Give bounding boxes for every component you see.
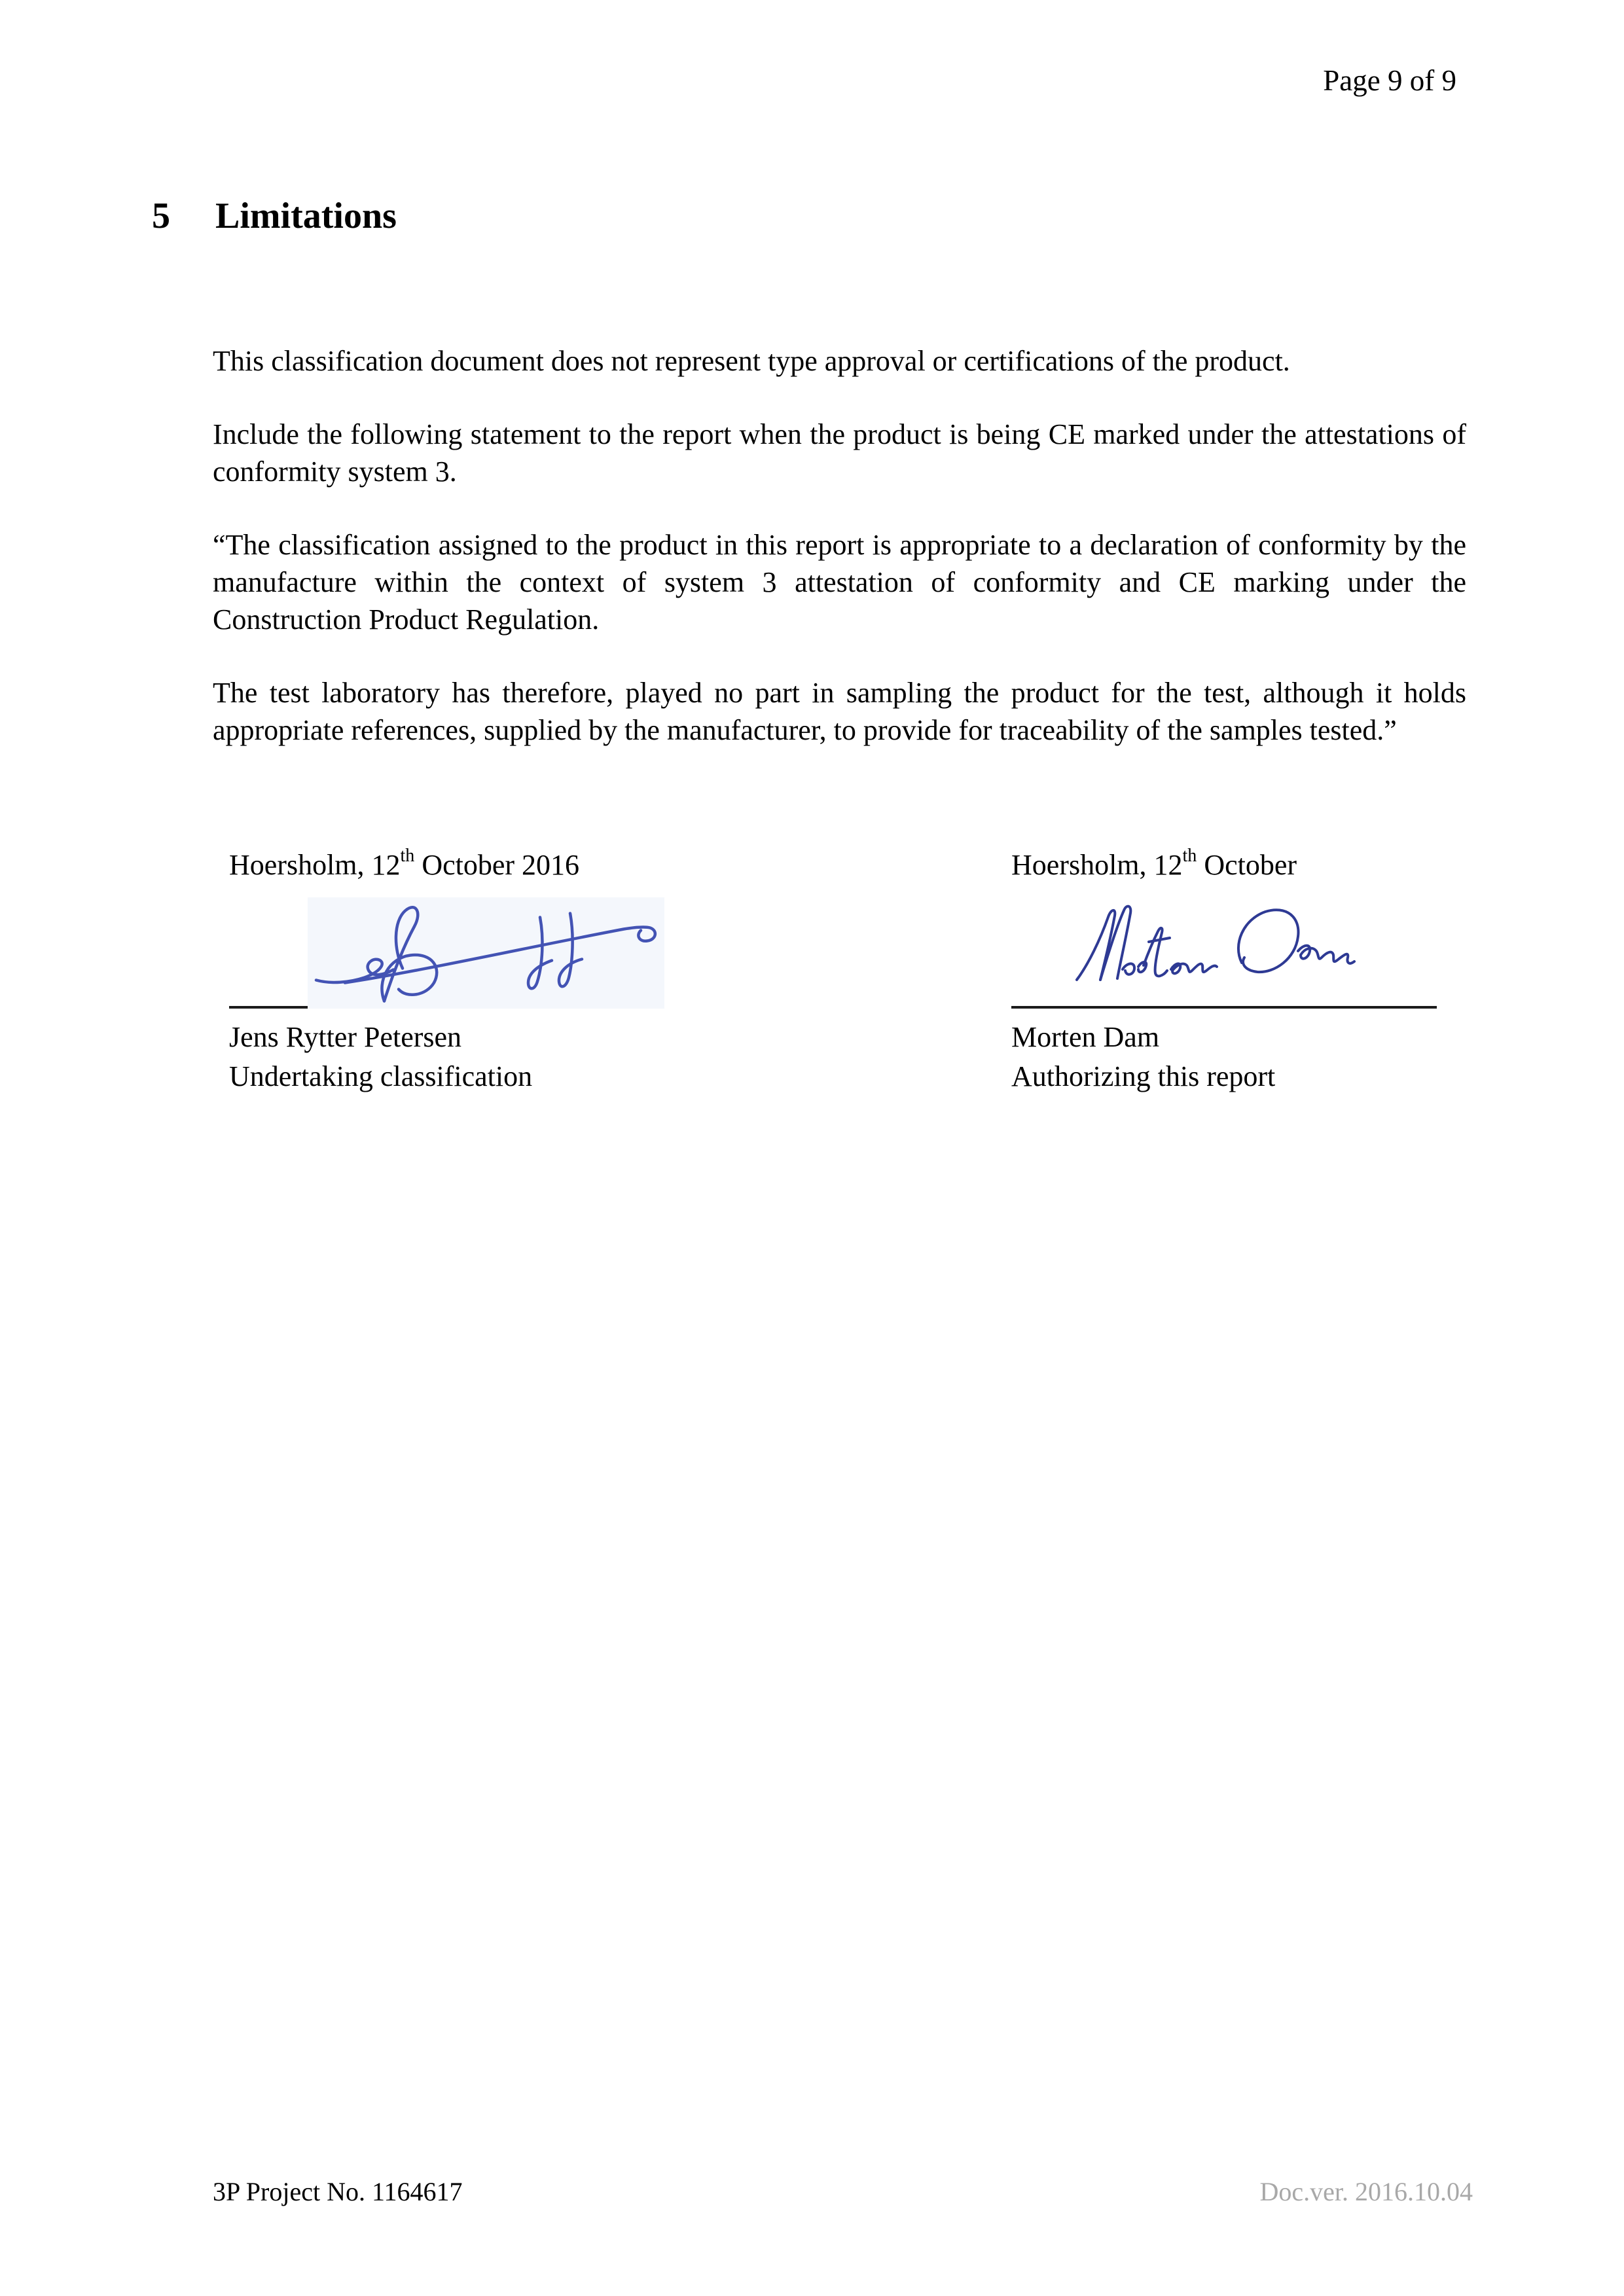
date-text: Hoersholm, 12 bbox=[229, 849, 401, 881]
signature-column-right bbox=[1011, 846, 1437, 1096]
body-text bbox=[213, 342, 1466, 785]
morten-signature-image bbox=[1011, 884, 1437, 1006]
section-heading bbox=[152, 195, 397, 237]
doc-version: Doc.ver. 2016.10.04 bbox=[1259, 2177, 1473, 2206]
paragraph: Include the following statement to the report when the product is being CE marked under the attestations of conformity system 3. bbox=[213, 418, 1466, 488]
section-title: Limitations bbox=[215, 196, 397, 236]
signature-line bbox=[1011, 1006, 1437, 1009]
jens-signature-image bbox=[229, 884, 661, 1006]
signature-column-left bbox=[229, 846, 661, 1096]
signature-date-left bbox=[229, 846, 661, 884]
date-text: October 2016 bbox=[414, 849, 580, 881]
page-footer bbox=[213, 2175, 1473, 2209]
signer-role: Authorizing this report bbox=[1011, 1060, 1276, 1092]
jens-signature-ink bbox=[311, 901, 664, 1006]
date-superscript: th bbox=[400, 846, 415, 867]
date-text: Hoersholm, 12 bbox=[1011, 849, 1183, 881]
section-number: 5 bbox=[152, 196, 170, 236]
paragraph: The test laboratory has therefore, played no part in sampling the product for the test, although it holds appropriate references, supplied by the manufacturer, to provide for traceability of the samples tested.” bbox=[213, 677, 1466, 746]
morten-signature-ink bbox=[1070, 901, 1362, 999]
date-superscript: th bbox=[1182, 846, 1197, 867]
project-number: 3P Project No. 1164617 bbox=[213, 2177, 463, 2206]
signature-date-right bbox=[1011, 846, 1437, 884]
date-text: October bbox=[1197, 849, 1297, 881]
signer-role: Undertaking classification bbox=[229, 1060, 533, 1092]
paragraph: This classification document does not represent type approval or certifications of the product. bbox=[213, 345, 1290, 377]
signature-block bbox=[229, 846, 1437, 1096]
signer-name: Jens Rytter Petersen bbox=[229, 1021, 462, 1053]
page-number: Page 9 of 9 bbox=[1323, 64, 1456, 97]
signer-name: Morten Dam bbox=[1011, 1021, 1160, 1053]
paragraph: “The classification assigned to the product in this report is appropriate to a declaration of conformity by the manufacture within the context of system 3 attestation of conformity and CE marking under the Construction Product Regulation. bbox=[213, 529, 1466, 636]
